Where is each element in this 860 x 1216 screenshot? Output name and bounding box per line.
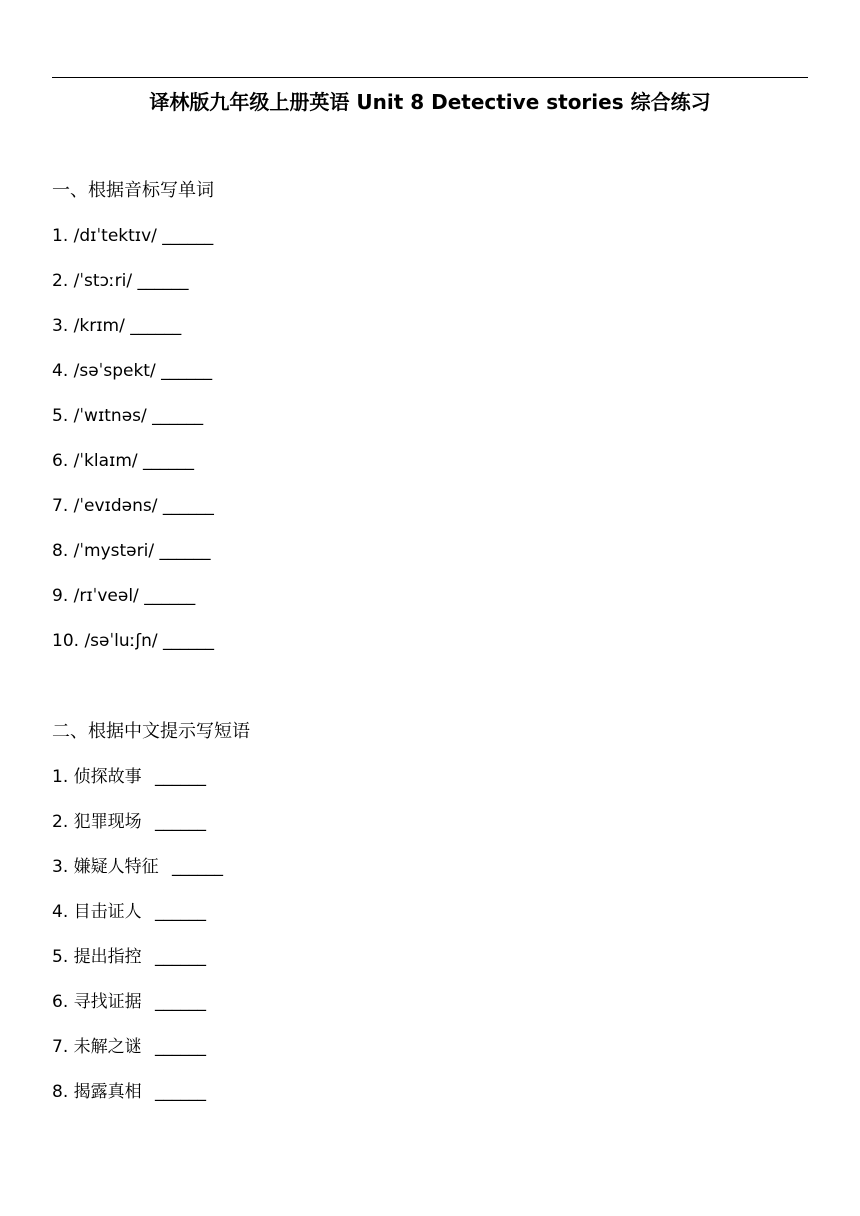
list-item bbox=[52, 403, 808, 429]
list-item bbox=[52, 358, 808, 384]
phonetic-text: /dɪˈtektɪv/ bbox=[73, 226, 157, 246]
item-number: 5. bbox=[52, 947, 69, 967]
item-number: 4. bbox=[52, 361, 69, 381]
chinese-prompt: 犯罪现场 bbox=[73, 812, 142, 832]
answer-blank: ______ bbox=[155, 812, 207, 832]
list-item bbox=[52, 448, 808, 474]
chinese-prompt: 未解之谜 bbox=[73, 1037, 142, 1057]
phonetic-text: /ˈstɔːri/ bbox=[73, 271, 133, 291]
list-item bbox=[52, 854, 808, 880]
answer-blank: ______ bbox=[155, 947, 207, 967]
item-number: 3. bbox=[52, 316, 69, 336]
item-number: 8. bbox=[52, 1082, 69, 1102]
answer-blank: ______ bbox=[155, 1037, 207, 1057]
list-item bbox=[52, 1034, 808, 1060]
section-heading: 一、根据音标写单词 bbox=[52, 180, 214, 201]
item-number: 7. bbox=[52, 496, 69, 516]
item-number: 2. bbox=[52, 812, 69, 832]
phonetic-text: /ˈwɪtnəs/ bbox=[73, 406, 147, 426]
document-title: 译林版九年级上册英语 Unit 8 Detective stories 综合练习 bbox=[149, 90, 711, 114]
list-item bbox=[52, 538, 808, 564]
answer-blank: ______ bbox=[155, 902, 207, 922]
phonetic-text: /krɪm/ bbox=[73, 316, 125, 336]
answer-blank: ______ bbox=[172, 857, 224, 877]
list-item bbox=[52, 493, 808, 519]
answer-blank: ______ bbox=[130, 316, 182, 336]
list-item bbox=[52, 944, 808, 970]
list-item bbox=[52, 1079, 808, 1105]
phonetic-text: /səˈluːʃn/ bbox=[84, 631, 158, 651]
item-number: 6. bbox=[52, 992, 69, 1012]
answer-blank: ______ bbox=[155, 767, 207, 787]
answer-blank: ______ bbox=[159, 541, 211, 561]
list-item bbox=[52, 268, 808, 294]
list-item bbox=[52, 583, 808, 609]
answer-blank: ______ bbox=[162, 496, 214, 516]
list-item bbox=[52, 223, 808, 249]
list-item bbox=[52, 809, 808, 835]
item-number: 9. bbox=[52, 586, 69, 606]
item-number: 1. bbox=[52, 767, 69, 787]
list-item bbox=[52, 989, 808, 1015]
item-number: 2. bbox=[52, 271, 69, 291]
chinese-prompt: 嫌疑人特征 bbox=[73, 857, 159, 877]
answer-blank: ______ bbox=[152, 406, 204, 426]
answer-blank: ______ bbox=[143, 451, 195, 471]
section-heading: 二、根据中文提示写短语 bbox=[52, 721, 250, 742]
answer-blank: ______ bbox=[163, 631, 215, 651]
section-phonetics bbox=[52, 178, 808, 673]
list-item bbox=[52, 313, 808, 339]
phonetic-text: /ˈklaɪm/ bbox=[73, 451, 138, 471]
section-phrases bbox=[52, 719, 808, 1124]
chinese-prompt: 目击证人 bbox=[73, 902, 142, 922]
phonetic-text: /rɪˈveəl/ bbox=[73, 586, 139, 606]
item-number: 8. bbox=[52, 541, 69, 561]
answer-blank: ______ bbox=[155, 1082, 207, 1102]
item-number: 4. bbox=[52, 902, 69, 922]
list-item bbox=[52, 899, 808, 925]
answer-blank: ______ bbox=[137, 271, 189, 291]
item-number: 5. bbox=[52, 406, 69, 426]
item-number: 10. bbox=[52, 631, 80, 651]
header-rule bbox=[52, 77, 808, 78]
item-number: 1. bbox=[52, 226, 69, 246]
answer-blank: ______ bbox=[162, 226, 214, 246]
list-item bbox=[52, 764, 808, 790]
chinese-prompt: 寻找证据 bbox=[73, 992, 142, 1012]
chinese-prompt: 提出指控 bbox=[73, 947, 142, 967]
answer-blank: ______ bbox=[155, 992, 207, 1012]
item-number: 6. bbox=[52, 451, 69, 471]
answer-blank: ______ bbox=[144, 586, 196, 606]
phonetic-text: /səˈspekt/ bbox=[73, 361, 156, 381]
list-item bbox=[52, 628, 808, 654]
item-number: 7. bbox=[52, 1037, 69, 1057]
chinese-prompt: 侦探故事 bbox=[73, 767, 142, 787]
chinese-prompt: 揭露真相 bbox=[73, 1082, 142, 1102]
phonetic-text: /ˈmystəri/ bbox=[73, 541, 155, 561]
answer-blank: ______ bbox=[161, 361, 213, 381]
item-number: 3. bbox=[52, 857, 69, 877]
phonetic-text: /ˈevɪdəns/ bbox=[73, 496, 158, 516]
